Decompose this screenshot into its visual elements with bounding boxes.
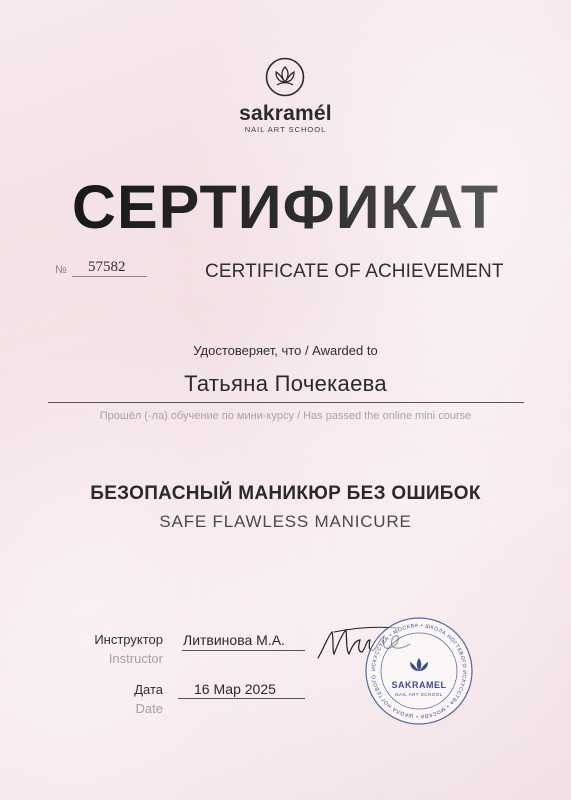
certificate-subtitle: CERTIFICATE OF ACHIEVEMENT [205,261,504,282]
certificate-title: СЕРТИФИКАТ [0,172,571,242]
number-sign: № [55,264,67,276]
recipient-underline [48,402,524,403]
date-value: 16 Мар 2025 [194,681,276,697]
instructor-underline [182,650,305,651]
instructor-label-ru: Инструктор [94,632,163,647]
stamp-ring-text: ИСКУССТВА • МОСКВА • ШКОЛА НОГТЕВОГО ИСКУССТВА • МОСКВА • ШКОЛА НОГТЕВОГО [370,622,468,720]
course-title-en: SAFE FLAWLESS MANICURE [159,512,412,531]
brand-name: sakramél [239,102,332,125]
awarded-to-label: Удостоверяет, что / Awarded to [193,343,378,358]
date-label-en: Date [135,701,163,716]
brand-subtitle: NAIL ART SCHOOL [244,125,327,134]
date-label-ru: Дата [134,682,163,697]
lotus-logo-icon [265,57,305,97]
stamp-subtitle: NAIL ART SCHOOL [395,692,443,697]
certificate-number: 57582 [88,259,126,275]
course-title-ru: БЕЗОПАСНЫЙ МАНИКЮР БЕЗ ОШИБОК [90,483,481,504]
instructor-name: Литвинова М.А. [183,632,285,648]
number-underline [72,276,147,277]
instructor-label-en: Instructor [108,651,163,666]
stamp-brand: SAKRAMEL [391,680,447,690]
recipient-name: Татьяна Почекаева [184,371,387,396]
passed-course-label: Прошёл (-ла) обучение по мини-курсу / Has passed the online mini course [99,410,472,422]
date-underline [178,698,305,699]
school-stamp [364,616,474,726]
